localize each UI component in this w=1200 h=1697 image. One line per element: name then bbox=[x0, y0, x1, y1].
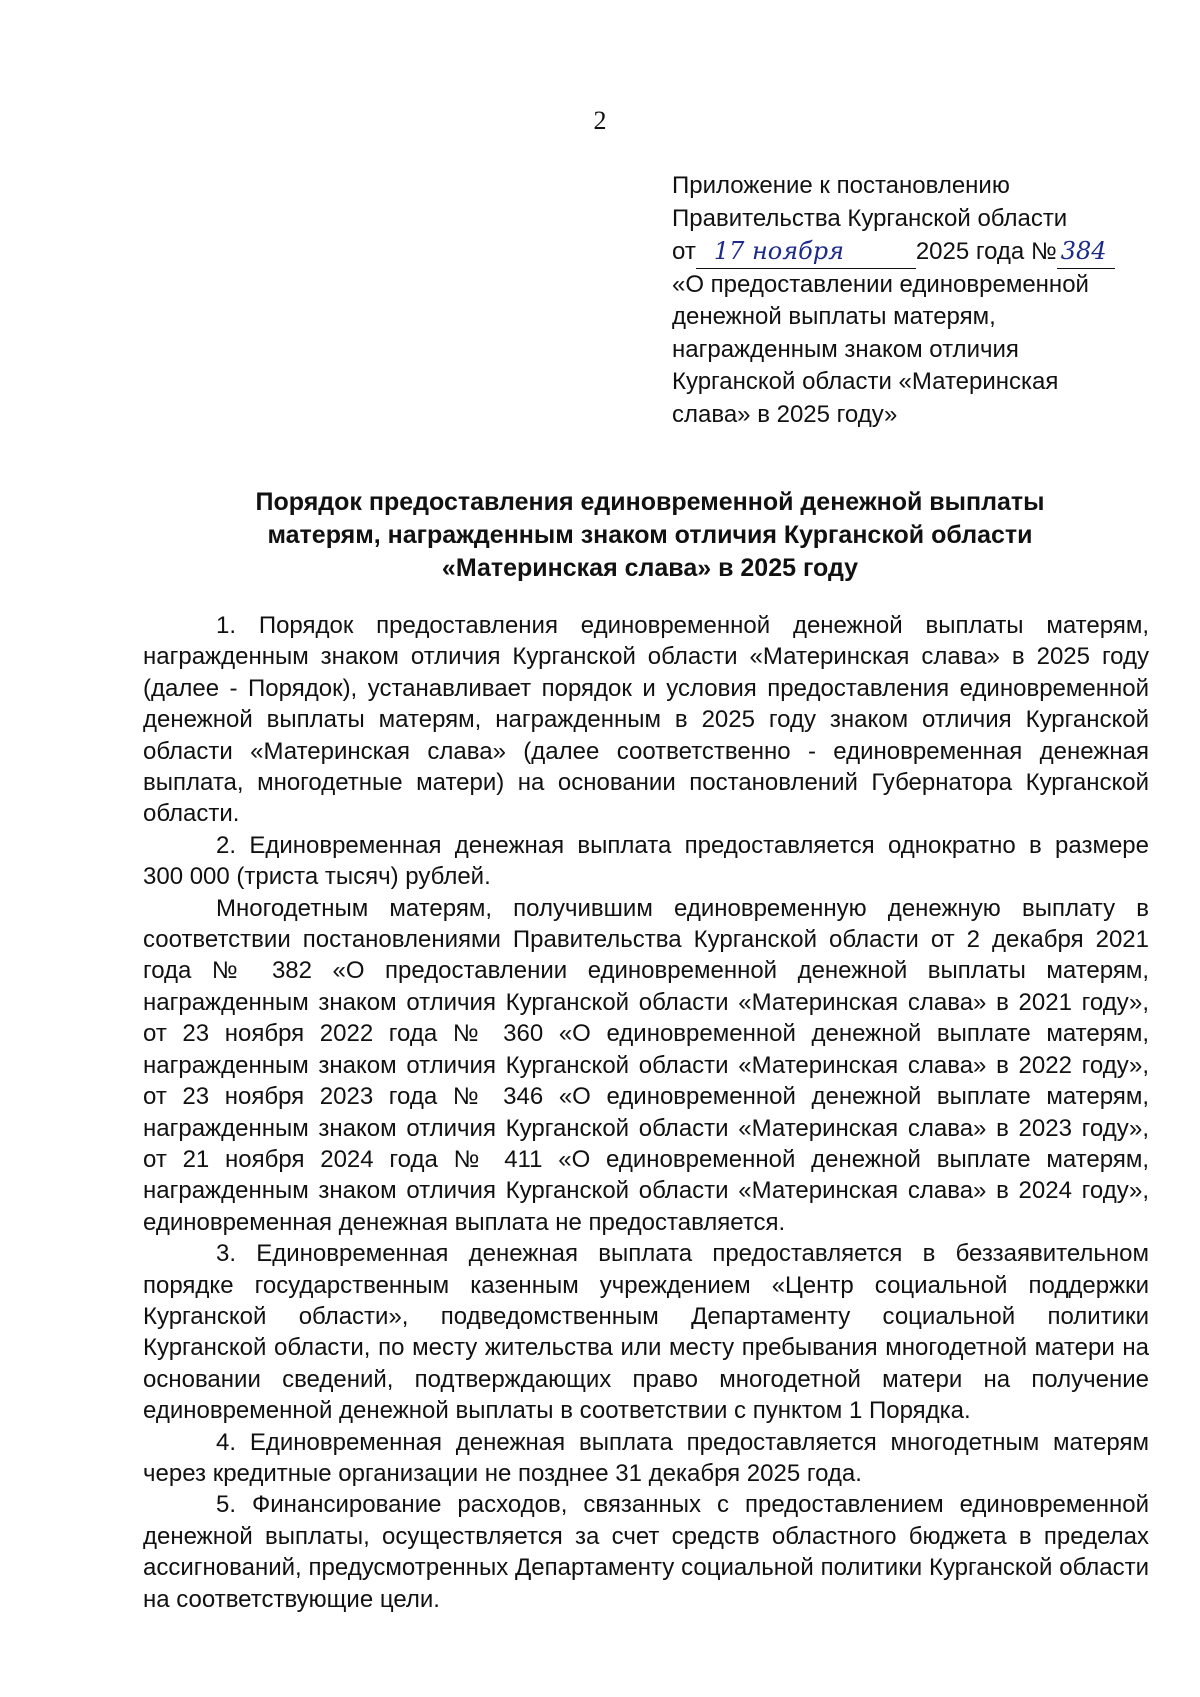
document-body bbox=[143, 610, 1149, 1615]
appendix-line-8: слава» в 2025 году» bbox=[672, 400, 898, 428]
paragraph-3: 3. Единовременная денежная выплата предоставляется в беззаявительном порядке государственным казенным учреждением «Центр социальной поддержки Курганской области», подведомственным Департаменту социальной политики Курганской области, по месту жительства или месту пребывания многодетной матери на основании сведений, подтверждающих право многодетной матери на получение единовременной денежной выплаты в соответствии с пунктом 1 Порядка. bbox=[143, 1240, 1149, 1425]
title-line-1: Порядок предоставления единовременной денежной выплаты bbox=[255, 488, 1045, 516]
appendix-block bbox=[672, 170, 1152, 431]
paragraph-4: 4. Единовременная денежная выплата предоставляется многодетным матерям через кредитные организации не позднее 31 декабря 2025 года. bbox=[143, 1428, 1149, 1487]
page-number: 2 bbox=[593, 106, 607, 135]
paragraph-2-continuation: Многодетным матерям, получившим единовременную денежную выплату в соответствии постановлениями Правительства Курганской области от 2 декабря 2021 года № 382 «О предоставлении единовременной денежной выплаты матерям, награжденным знаком отличия Курганской области «Материнская слава» в 2021 году», от 23 ноября 2022 года № 360 «О единовременной денежной выплате матерям, награжденным знаком отличия Курганской области «Материнская слава» в 2022 году», от 23 ноября 2023 года № 346 «О единовременной денежной выплате матерям, награжденным знаком отличия Курганской области «Материнская слава» в 2023 году», от 21 ноября 2024 года № 411 «О единовременной денежной выплате матерям, награжденным знаком отличия Курганской области «Материнская слава» в 2024 году», единовременная денежная выплата не предоставляется. bbox=[143, 894, 1149, 1236]
appendix-year-text: 2025 года № bbox=[915, 238, 1057, 265]
appendix-date-line bbox=[672, 235, 1152, 269]
appendix-line-6: награжденным знаком отличия bbox=[672, 335, 1019, 363]
appendix-line-2: Правительства Курганской области bbox=[672, 204, 1068, 232]
handwritten-date: 17 ноября bbox=[696, 235, 916, 269]
appendix-line-4: «О предоставлении единовременной bbox=[672, 270, 1089, 298]
appendix-line-7: Курганской области «Материнская bbox=[672, 368, 1059, 395]
paragraph-1: 1. Порядок предоставления единовременной денежной выплаты матерям, награжденным знаком отличия Курганской области «Материнская слава» в 2025 году (далее - Порядок), устанавливает порядок и условия предоставления единовременной денежной выплаты матерям, награжденным в 2025 году знаком отличия Курганской области «Материнская слава» (далее соответственно - единовременная денежная выплата, многодетные матери) на основании постановлений Губернатора Курганской области. bbox=[143, 612, 1149, 828]
paragraph-2: 2. Единовременная денежная выплата предоставляется однократно в размере 300 000 (триста тысяч) рублей. bbox=[143, 831, 1149, 891]
document-title bbox=[150, 486, 1150, 585]
paragraph-5: 5. Финансирование расходов, связанных с предоставлением единовременной денежной выплаты, осуществляется за счет средств областного бюджета в пределах ассигнований, предусмотренных Департаменту социальной политики Курганской области на соответствующие цели. bbox=[143, 1491, 1149, 1613]
appendix-from-prefix: от bbox=[672, 238, 696, 265]
handwritten-number: 384 bbox=[1057, 235, 1115, 269]
appendix-line-5: денежной выплаты матерям, bbox=[672, 303, 996, 330]
title-line-2: матерям, награжденным знаком отличия Курганской области bbox=[267, 521, 1033, 549]
appendix-line-1: Приложение к постановлению bbox=[672, 172, 1010, 199]
title-line-3: «Материнская слава» в 2025 году bbox=[441, 554, 859, 582]
